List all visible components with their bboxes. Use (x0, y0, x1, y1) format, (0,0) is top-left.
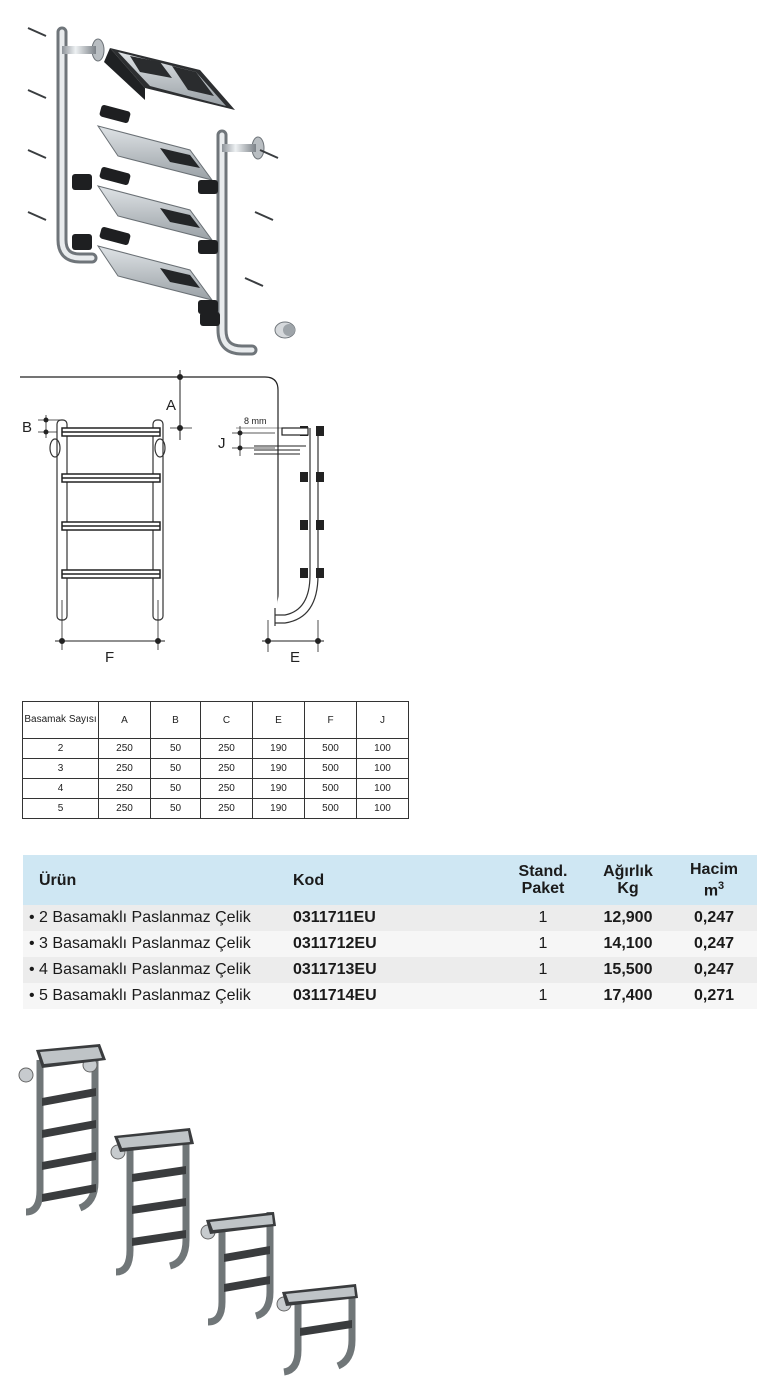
product-weight: 15,500 (585, 957, 671, 983)
table-cell: 500 (305, 759, 357, 779)
dim-label-b: B (22, 419, 33, 436)
table-cell: 50 (151, 739, 201, 759)
header-code: Kod (293, 855, 501, 905)
header-weight (585, 855, 671, 905)
product-code: 0311713EU (293, 957, 501, 983)
table-cell: 250 (99, 759, 151, 779)
header-f: F (305, 702, 357, 739)
dim-label-a: A (166, 397, 177, 414)
product-weight: 12,900 (585, 905, 671, 931)
header-weight-line1: Ağırlık (603, 863, 653, 880)
table-cell: 100 (357, 739, 409, 759)
table-cell: 4 (23, 779, 99, 799)
header-weight-line2: Kg (617, 880, 639, 897)
ladder-3-step-photo (201, 1212, 276, 1322)
product-weight: 17,400 (585, 983, 671, 1009)
product-name: • 3 Basamaklı Paslanmaz Çelik (23, 931, 293, 957)
table-cell: 250 (99, 799, 151, 819)
table-row (23, 983, 757, 1009)
table-cell: 190 (253, 779, 305, 799)
header-product: Ürün (23, 855, 293, 905)
table-cell: 50 (151, 779, 201, 799)
header-j: J (357, 702, 409, 739)
header-package (501, 855, 585, 905)
ladder-2-step-photo (277, 1284, 358, 1372)
product-name: • 4 Basamaklı Paslanmaz Çelik (23, 957, 293, 983)
table-cell: 250 (201, 779, 253, 799)
table-cell: 100 (357, 799, 409, 819)
header-volume (671, 855, 757, 905)
table-cell: 500 (305, 779, 357, 799)
product-code: 0311712EU (293, 931, 501, 957)
table-row (23, 905, 757, 931)
ladder-5-step-photo (19, 1044, 106, 1212)
product-volume: 0,247 (671, 931, 757, 957)
product-table-header (23, 855, 757, 905)
product-volume: 0,247 (671, 957, 757, 983)
dim-label-f: F (105, 649, 115, 666)
table-cell: 250 (201, 759, 253, 779)
dimension-table-header (23, 702, 409, 739)
table-cell: 5 (23, 799, 99, 819)
table-cell: 250 (99, 779, 151, 799)
header-b: B (151, 702, 201, 739)
header-package-line1: Stand. (518, 863, 568, 880)
table-cell: 500 (305, 739, 357, 759)
header-volume-sup: 3 (718, 879, 725, 892)
product-package: 1 (501, 931, 585, 957)
header-step-count: Basamak Sayısı (23, 702, 99, 739)
product-name: • 2 Basamaklı Paslanmaz Çelik (23, 905, 293, 931)
table-cell: 50 (151, 759, 201, 779)
product-code: 0311714EU (293, 983, 501, 1009)
product-name: • 5 Basamaklı Paslanmaz Çelik (23, 983, 293, 1009)
product-volume: 0,247 (671, 905, 757, 931)
ladder-4-step-photo (111, 1128, 194, 1272)
table-cell: 250 (201, 739, 253, 759)
table-cell: 190 (253, 799, 305, 819)
table-row (23, 957, 757, 983)
dimension-table (22, 701, 409, 819)
exploded-ladder-illustration (0, 0, 330, 360)
table-cell: 3 (23, 759, 99, 779)
product-package: 1 (501, 905, 585, 931)
table-row (23, 759, 409, 779)
table-row (23, 799, 409, 819)
table-cell: 100 (357, 779, 409, 799)
product-package: 1 (501, 983, 585, 1009)
technical-drawing (0, 360, 420, 670)
product-package: 1 (501, 957, 585, 983)
table-row (23, 931, 757, 957)
dim-label-8mm: 8 mm (244, 416, 267, 426)
table-cell: 190 (253, 759, 305, 779)
header-a: A (99, 702, 151, 739)
product-code: 0311711EU (293, 905, 501, 931)
dim-label-j: J (218, 435, 226, 452)
table-cell: 50 (151, 799, 201, 819)
product-volume: 0,271 (671, 983, 757, 1009)
header-package-line2: Paket (521, 880, 565, 897)
table-cell: 250 (99, 739, 151, 759)
product-weight: 14,100 (585, 931, 671, 957)
table-cell: 2 (23, 739, 99, 759)
table-row (23, 779, 409, 799)
dim-label-e: E (290, 649, 301, 666)
table-cell: 190 (253, 739, 305, 759)
product-table (23, 855, 757, 1009)
header-e: E (253, 702, 305, 739)
table-cell: 250 (201, 799, 253, 819)
header-c: C (201, 702, 253, 739)
table-row (23, 739, 409, 759)
table-cell: 100 (357, 759, 409, 779)
ladder-product-photos (0, 1040, 400, 1390)
header-volume-line2: m (703, 882, 719, 900)
header-volume-line1: Hacim (689, 860, 739, 878)
table-cell: 500 (305, 799, 357, 819)
